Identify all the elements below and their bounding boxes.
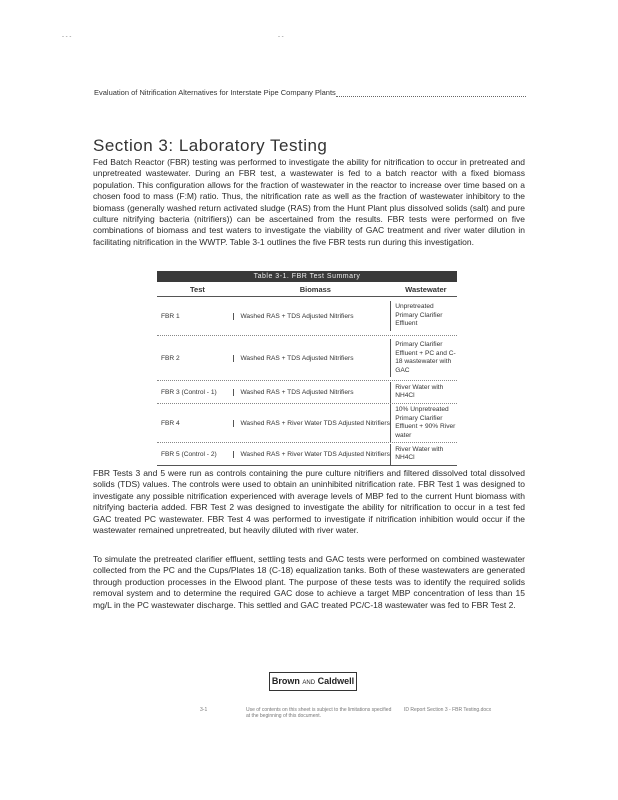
table-cell-biomass: Washed RAS + River Water TDS Adjusted Nitrifiers [233,420,390,427]
table-row [157,443,457,466]
table-cell-test: FBR 4 [161,419,180,427]
table-cell-wastewater: Primary Clarifier Effluent + PC and C-18 wastewater with GAC [390,339,457,377]
paragraph-intro: Fed Batch Reactor (FBR) testing was performed to investigate the ability for nitrification to occur in pretreated and unpretreated wastewater. During an FBR test, a wastewater is fed to a batch reactor with a fixed biomass population. This configuration allows for the fraction of wastewater in the reactor to increase over time based on a chosen food to mass (F:M) ratio. Thus, the nitrification rate as well as the fraction of wastewater inhibitory to the biomass (generally washed return activated sludge (RAS) from the Hunt Plant plus dissolved solids (salt) and pure culture nitrifying bacteria (nitrifiers)) can be ascertained from the results. FBR tests were performed on five combinations of biomass and test waters to investigate the viability of GAC treatment and river water dilution in facilitating nitrification in the WWTP. Table 3-1 outlines the five FBR tests run during this investigation. [93,157,525,247]
paragraph-pretreatment: To simulate the pretreated clarifier effluent, settling tests and GAC tests were performed on combined wastewater collected from the PC and the Cups/Plates 18 (C-18) equalization tanks. Both of these wastewaters are generated through production processes in the Elwood plant. The purpose of these tests was to identify the required solids removal system and to determine the required GAC dose to achieve a target MBP concentration of less than 15 mg/L in the PC wastewater discharge. This settled and GAC treated PC/C-18 wastewater was fed to FBR Test 2. [93,554,525,610]
table-row [157,404,457,443]
table-caption: Table 3-1. FBR Test Summary [157,271,457,282]
table-header-test: Test [190,284,205,294]
table-row [157,336,457,381]
table-row [157,297,457,336]
brown-and-caldwell-logo [269,672,357,691]
table-cell-test: FBR 1 [161,312,180,320]
scan-mark: - - [278,34,284,40]
table-cell-biomass: Washed RAS + River Water TDS Adjusted Nitrifiers [233,451,390,458]
logo-text-and: AND [302,680,316,686]
table-row [157,381,457,404]
section-title: Section 3: Laboratory Testing [93,136,328,155]
footer-filename: ID Report Section 3 - FBR Testing.docx [404,707,492,713]
table-cell-biomass: Washed RAS + TDS Adjusted Nitrifiers [233,313,390,320]
table-cell-biomass: Washed RAS + TDS Adjusted Nitrifiers [233,389,390,396]
logo-text-right: Caldwell [317,676,355,686]
paragraph-controls: FBR Tests 3 and 5 were run as controls containing the pure culture nitrifiers and filtered dissolved total dissolved solids (TDS) values. The controls were used to obtain an uninhibited nitrification rate. FBR Test 1 was designed to investigate any possible nitrification experienced with average levels of MBP fed to the current Hunt biomass with nitrifying bacteria added. FBR Test 2 was designed to investigate the ability for nitrification to occur in a test fed GAC treated PC wastewater. FBR Test 4 was performed to investigate if nitrification inhibition would occur if the wastewater remained unpretreated, but heavily diluted with river water. [93,468,525,536]
table-header-row [157,282,457,297]
fbr-test-table [157,271,457,466]
table-cell-wastewater: River Water with NH4Cl [390,444,457,465]
header-rule [336,96,526,97]
table-cell-test: FBR 5 (Control - 2) [161,450,217,458]
table-cell-test: FBR 3 (Control - 1) [161,388,217,396]
logo-text-left: Brown [271,676,300,686]
running-header: Evaluation of Nitrification Alternatives for Interstate Pipe Company Plants [94,88,336,97]
table-header-biomass: Biomass [299,284,331,294]
table-cell-test: FBR 2 [161,354,180,362]
table-cell-wastewater: 10% Unpretreated Primary Clarifier Effluent + 90% River water [390,404,457,442]
table-cell-wastewater: River Water with NH4Cl [390,382,457,403]
table-header-wastewater: Wastewater [405,284,447,294]
table-cell-biomass: Washed RAS + TDS Adjusted Nitrifiers [233,355,390,362]
scan-mark: - - - [62,34,72,40]
table-cell-wastewater: Unpretreated Primary Clarifier Effluent [390,301,457,331]
footer-disclaimer: Use of contents on this sheet is subject to the limitations specified at the beginning of this document. [246,707,392,719]
footer-page-number: 3-1 [200,707,208,713]
